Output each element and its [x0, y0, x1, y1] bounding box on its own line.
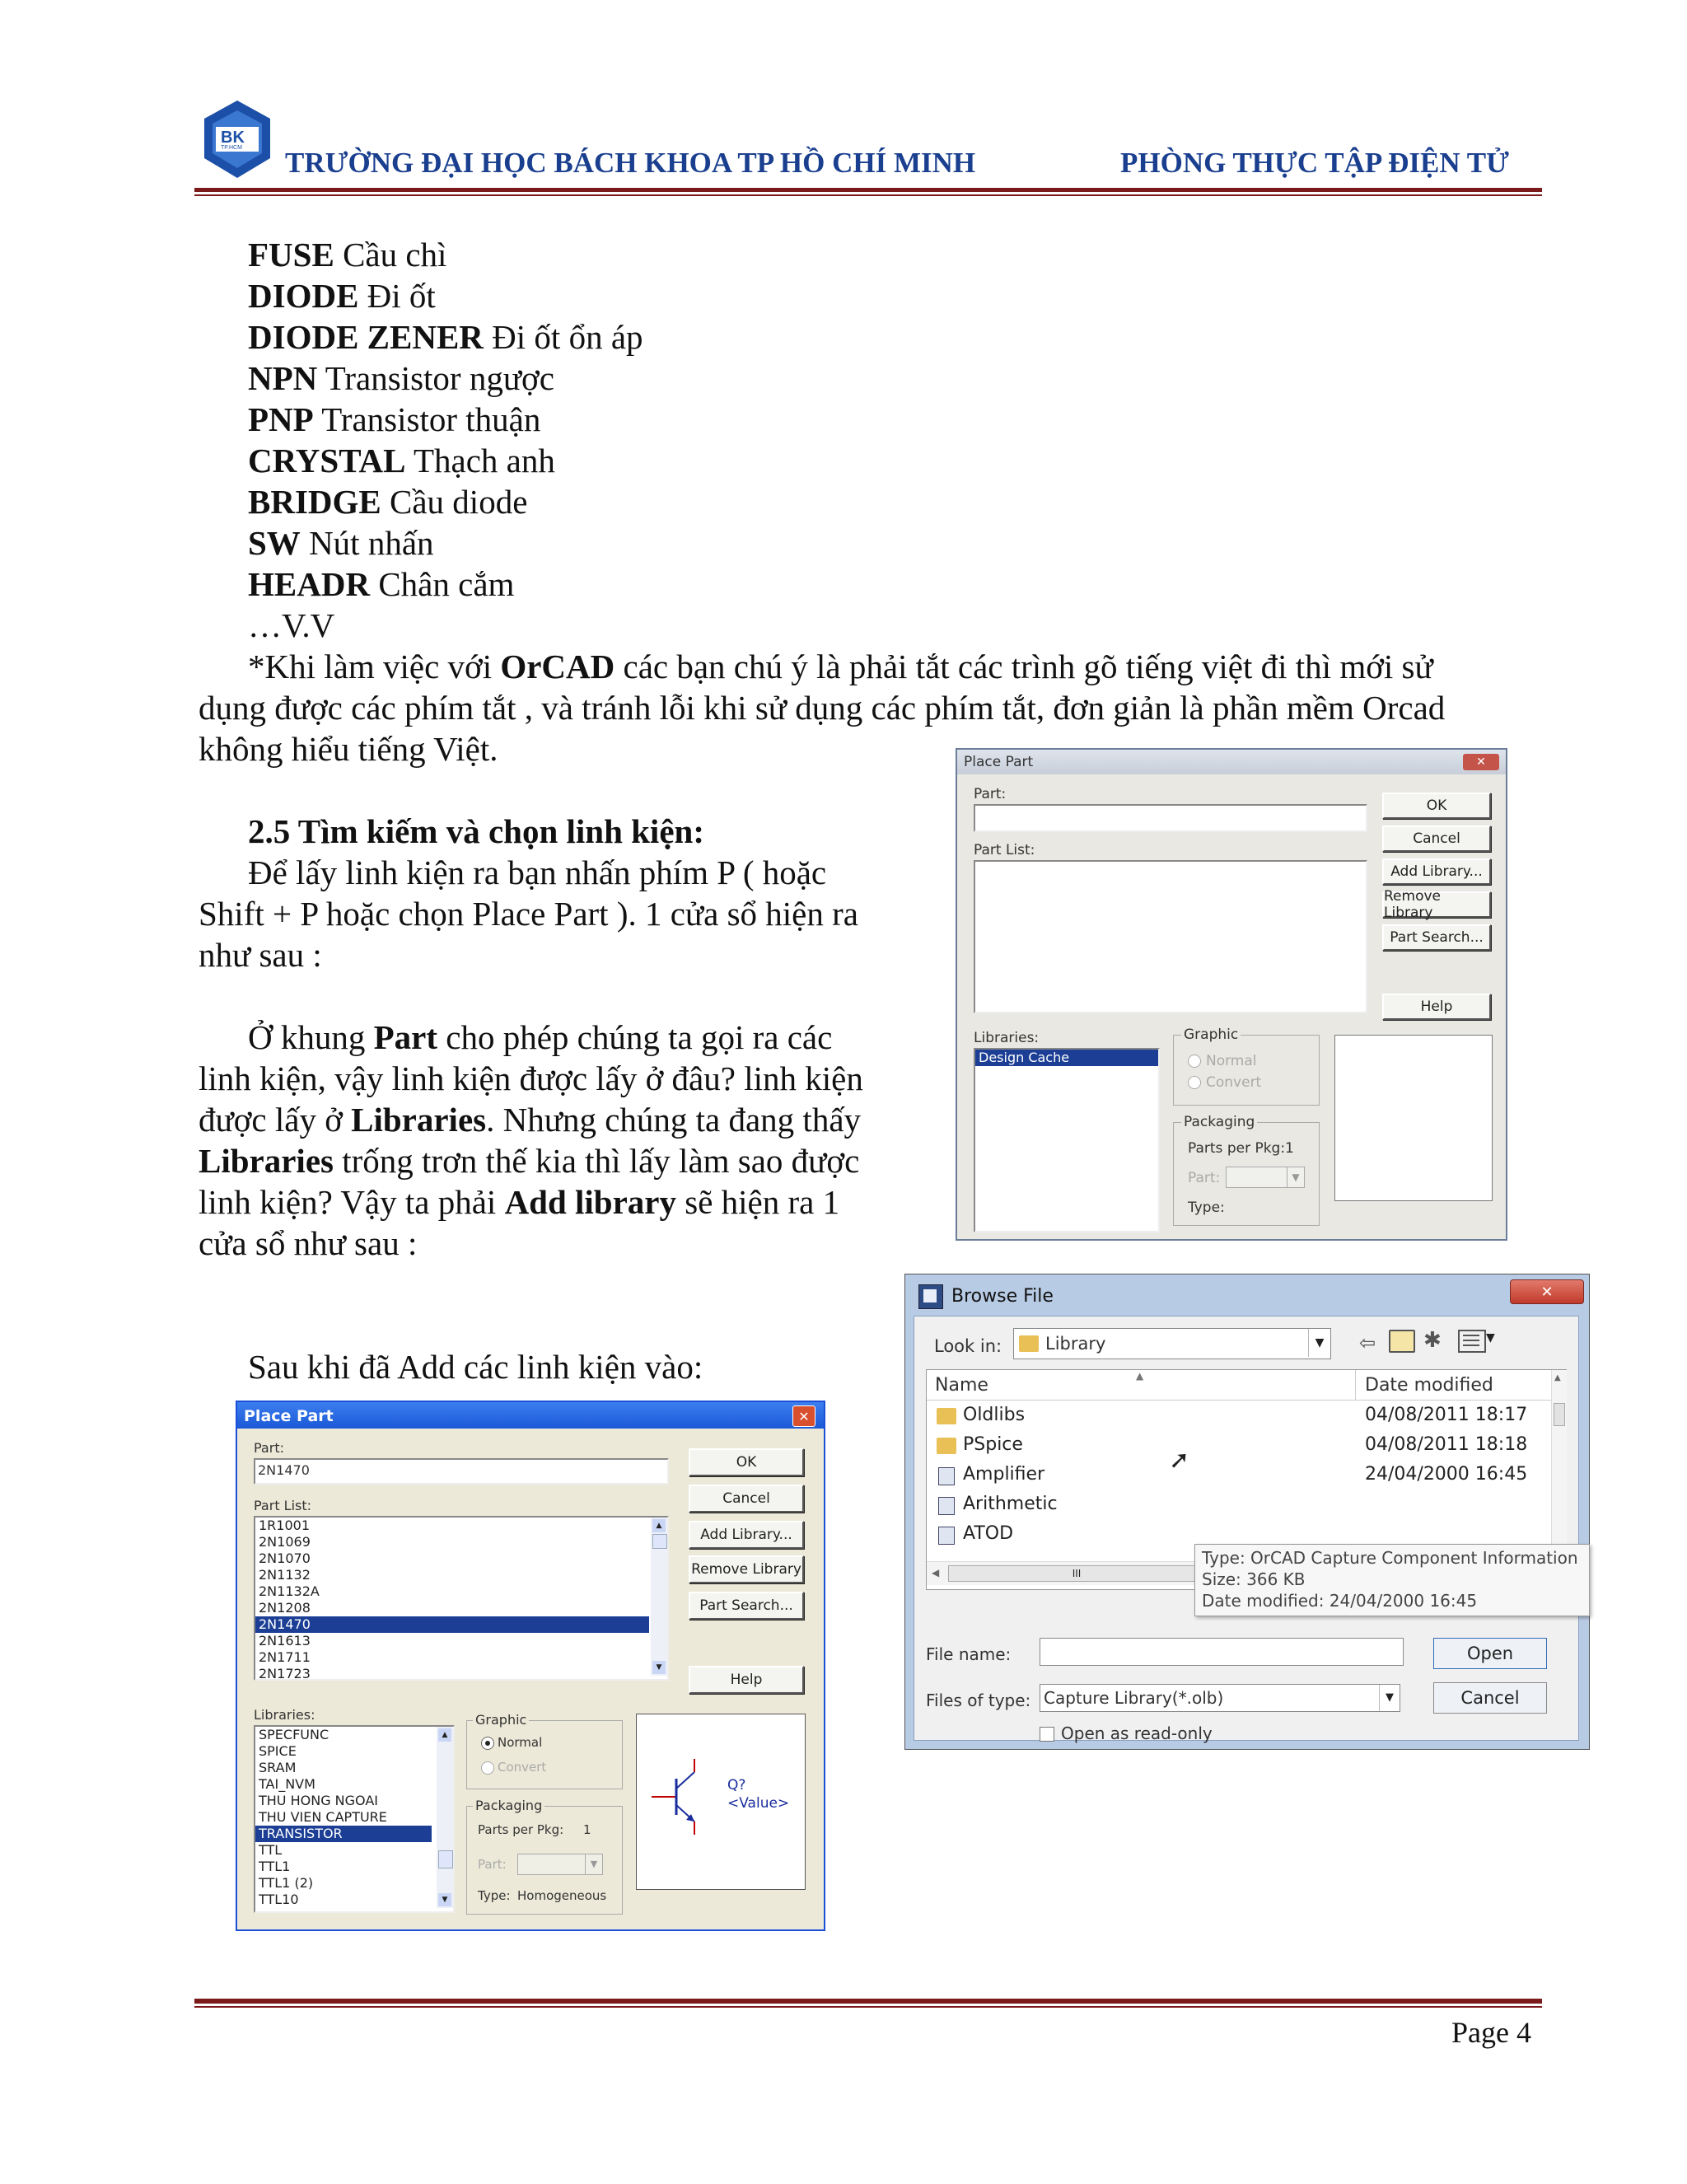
part-label: Part:	[254, 1440, 284, 1456]
part-select[interactable]	[517, 1854, 603, 1875]
convert-radio[interactable]	[1188, 1076, 1201, 1089]
list-item[interactable]: 2N1613	[259, 1633, 311, 1649]
etc-text: …V.V	[248, 606, 335, 644]
readonly-label: Open as read-only	[1061, 1723, 1213, 1743]
remove-library-button[interactable]: Remove Library	[689, 1555, 804, 1583]
libraries-list[interactable]	[254, 1725, 455, 1913]
file-date: 04/08/2011 18:17	[1365, 1405, 1528, 1425]
graphic-label: Graphic	[473, 1712, 529, 1728]
list-header	[927, 1370, 1551, 1401]
convert-label: Convert	[498, 1760, 547, 1775]
new-folder-icon[interactable]: ✱	[1423, 1328, 1442, 1353]
view-dropdown-icon[interactable]: ▼	[1486, 1331, 1495, 1345]
list-item[interactable]: 2N1069	[259, 1534, 311, 1550]
close-button[interactable]: ✕	[792, 1405, 815, 1427]
library-item-selected[interactable]: TRANSISTOR	[255, 1826, 432, 1842]
para-line-4: Libraries trống trơn thế kia thì lấy làm sao được	[199, 1142, 860, 1180]
look-in-value: Library	[1045, 1334, 1106, 1354]
part-list-label: Part List:	[254, 1498, 312, 1513]
library-item[interactable]: TTL1 (2)	[259, 1875, 314, 1891]
up-folder-icon[interactable]	[1389, 1330, 1415, 1353]
library-item[interactable]: THU VIEN CAPTURE	[259, 1809, 387, 1825]
file-name[interactable]: PSpice	[963, 1434, 1023, 1455]
part-input[interactable]	[254, 1458, 669, 1485]
add-library-button[interactable]: Add Library...	[689, 1521, 804, 1549]
list-item: NPN Transistor ngược	[248, 359, 554, 397]
column-date[interactable]: Date modified	[1365, 1375, 1493, 1396]
intro-line-3: như sau :	[199, 936, 322, 974]
cancel-button[interactable]: Cancel	[1382, 825, 1491, 852]
readonly-checkbox[interactable]	[1040, 1727, 1054, 1742]
file-date: 24/04/2000 16:45	[1365, 1464, 1528, 1485]
file-name[interactable]: Arithmetic	[963, 1494, 1058, 1514]
list-item-selected[interactable]: 2N1470	[255, 1616, 649, 1633]
library-item[interactable]: TTL10	[259, 1892, 299, 1907]
list-item: CRYSTAL Thạch anh	[248, 442, 555, 479]
part-select[interactable]	[1226, 1167, 1305, 1188]
type-label: Type:	[478, 1888, 511, 1903]
packaging-label: Packaging	[473, 1798, 544, 1813]
dropdown-arrow-icon[interactable]: ▼	[1379, 1685, 1400, 1711]
file-date: 04/08/2011 18:18	[1365, 1434, 1528, 1455]
cancel-button[interactable]: Cancel	[1433, 1682, 1547, 1714]
close-button[interactable]: ✕	[1463, 754, 1499, 770]
open-button[interactable]: Open	[1433, 1638, 1547, 1669]
graphic-label: Graphic	[1181, 1027, 1241, 1043]
library-item-selected[interactable]: Design Cache	[975, 1050, 1158, 1066]
back-icon[interactable]: ⇦	[1359, 1331, 1376, 1354]
convert-radio[interactable]	[481, 1761, 494, 1775]
part-list[interactable]	[974, 860, 1367, 1013]
list-item: DIODE Đi ốt	[248, 277, 436, 315]
part-input-value: 2N1470	[258, 1462, 310, 1478]
department-name: PHÒNG THỰC TẬP ĐIỆN TỬ	[1120, 147, 1509, 179]
files-of-type-label: Files of type:	[926, 1691, 1031, 1710]
header-rule	[194, 188, 1542, 192]
list-item: HEADR Chân cắm	[248, 565, 515, 603]
note-line-3: không hiểu tiếng Việt.	[199, 730, 498, 768]
title-bar	[237, 1402, 824, 1429]
university-logo	[196, 99, 278, 181]
file-name-input[interactable]	[1040, 1638, 1404, 1666]
part-list[interactable]	[254, 1516, 669, 1681]
scroll-up-icon[interactable]: ▲	[1554, 1373, 1561, 1382]
packaging-label: Packaging	[1181, 1114, 1257, 1130]
footer-rule	[194, 1999, 1542, 2004]
scroll-thumb[interactable]: III	[948, 1565, 1205, 1582]
library-item[interactable]: SRAM	[259, 1760, 297, 1775]
school-name: TRƯỜNG ĐẠI HỌC BÁCH KHOA TP HỒ CHÍ MINH	[285, 147, 976, 179]
file-name-label: File name:	[926, 1644, 1012, 1664]
graphic-group	[1173, 1035, 1320, 1106]
normal-radio[interactable]	[481, 1737, 494, 1750]
browse-file-dialog	[904, 1274, 1590, 1750]
graphic-group	[466, 1720, 623, 1789]
type-value: Homogeneous	[517, 1888, 607, 1903]
preview-value: <Value>	[727, 1795, 790, 1812]
dialog-title: Place Part	[244, 1407, 334, 1425]
files-of-type-select[interactable]	[1040, 1684, 1400, 1712]
tooltip-size: Size: 366 KB	[1202, 1569, 1306, 1589]
place-part-dialog-filled	[236, 1401, 825, 1931]
vertical-scrollbar[interactable]	[1551, 1370, 1567, 1561]
look-in-select[interactable]	[1013, 1328, 1331, 1359]
normal-label: Normal	[1206, 1053, 1257, 1069]
file-name[interactable]: ATOD	[963, 1523, 1014, 1544]
list-item[interactable]: 2N1723	[259, 1666, 311, 1681]
list-item[interactable]: 2N1070	[259, 1550, 311, 1566]
scroll-thumb[interactable]	[438, 1850, 453, 1868]
logo-text: BK	[221, 129, 245, 147]
para-line-1: Ở khung Part cho phép chúng ta gọi ra các	[248, 1018, 833, 1056]
library-item[interactable]: TAI_NVM	[259, 1776, 315, 1792]
file-tooltip	[1194, 1544, 1590, 1616]
sort-arrow-icon: ▲	[1136, 1370, 1144, 1382]
list-item[interactable]: 2N1711	[259, 1649, 311, 1665]
place-part-dialog-empty	[956, 748, 1507, 1241]
part-select-label: Part:	[478, 1857, 507, 1872]
file-name[interactable]: Amplifier	[963, 1464, 1045, 1485]
library-item[interactable]: SPICE	[259, 1743, 297, 1759]
ok-button[interactable]: OK	[689, 1448, 804, 1476]
preview-box	[1334, 1035, 1493, 1201]
dialog-title: Browse File	[951, 1286, 1054, 1307]
dialog-title: Place Part	[964, 754, 1034, 770]
list-item[interactable]: 2N1208	[259, 1600, 311, 1616]
parts-per-pkg-label: Parts per Pkg:	[1188, 1140, 1286, 1157]
library-file-icon	[938, 1497, 955, 1515]
dropdown-arrow-icon: ▼	[585, 1854, 602, 1874]
scroll-thumb[interactable]	[1554, 1403, 1565, 1426]
preview-box	[636, 1714, 806, 1890]
look-in-label: Look in:	[934, 1336, 1002, 1356]
list-item: BRIDGE Cầu diode	[248, 483, 528, 521]
scroll-up-icon[interactable]: ▲	[438, 1728, 451, 1742]
part-search-button[interactable]: Part Search...	[689, 1592, 804, 1620]
scroll-thumb[interactable]	[652, 1534, 667, 1549]
normal-radio[interactable]	[1188, 1055, 1201, 1068]
libraries-label: Libraries:	[254, 1707, 315, 1723]
part-list-label: Part List:	[974, 842, 1035, 858]
help-button[interactable]: Help	[1382, 994, 1491, 1020]
list-item: PNP Transistor thuận	[248, 400, 541, 438]
list-item: FUSE Cầu chì	[248, 236, 447, 274]
help-button[interactable]: Help	[689, 1666, 804, 1694]
scroll-up-icon[interactable]: ▲	[652, 1519, 666, 1532]
library-item[interactable]: TTL	[259, 1842, 283, 1858]
list-item[interactable]: 2N1132A	[259, 1583, 320, 1599]
libraries-label: Libraries:	[974, 1030, 1040, 1046]
header-rule-thin	[194, 194, 1542, 196]
add-library-button[interactable]: Add Library...	[1382, 858, 1491, 885]
note-line-1: *Khi làm việc với OrCAD các bạn chú ý là phải tắt các trình gõ tiếng việt đi thì mới sử	[248, 648, 1433, 685]
tooltip-type: Type: OrCAD Capture Component Information	[1202, 1548, 1578, 1568]
section-heading: 2.5 Tìm kiếm và chọn linh kiện:	[248, 812, 704, 850]
scroll-down-icon[interactable]: ▼	[438, 1893, 451, 1906]
para-line-6: cửa sổ như sau :	[199, 1224, 418, 1262]
ok-button[interactable]: OK	[1382, 793, 1491, 819]
library-file-icon	[938, 1527, 955, 1545]
preview-ref: Q?	[727, 1777, 746, 1793]
para-line-5: linh kiện? Vậy ta phải Add library sẽ hiện ra 1	[199, 1183, 840, 1221]
after-add-text: Sau khi đã Add các linh kiện vào:	[248, 1348, 703, 1386]
folder-icon	[1019, 1335, 1039, 1352]
page-number: Page 4	[1451, 2016, 1531, 2049]
view-menu-icon[interactable]	[1458, 1330, 1486, 1353]
part-search-button[interactable]: Part Search...	[1382, 924, 1491, 951]
part-select-label: Part:	[1188, 1170, 1221, 1186]
folder-icon	[937, 1438, 956, 1454]
part-label: Part:	[974, 786, 1007, 802]
file-name[interactable]: Oldlibs	[963, 1405, 1026, 1425]
scroll-left-icon[interactable]: ◀	[932, 1567, 940, 1578]
libraries-list[interactable]	[974, 1048, 1160, 1232]
dropdown-arrow-icon[interactable]: ▼	[1308, 1329, 1330, 1357]
part-list-scrollbar[interactable]	[651, 1518, 667, 1676]
tooltip-modified: Date modified: 24/04/2000 16:45	[1202, 1591, 1478, 1611]
type-label: Type:	[1188, 1200, 1225, 1216]
dropdown-arrow-icon: ▼	[1287, 1167, 1304, 1187]
parts-per-pkg-value: 1	[583, 1822, 591, 1837]
part-input[interactable]	[974, 804, 1367, 832]
list-item: SW Nút nhấn	[248, 524, 434, 562]
title-bar	[957, 750, 1506, 774]
library-item[interactable]: SPECFUNC	[259, 1727, 329, 1742]
normal-label: Normal	[498, 1735, 543, 1750]
app-icon	[918, 1284, 943, 1309]
close-button[interactable]: ✕	[1510, 1279, 1584, 1304]
logo-subtext: TP.HCM	[221, 145, 242, 151]
convert-label: Convert	[1206, 1074, 1262, 1091]
npn-transistor-icon	[643, 1756, 726, 1838]
parts-per-pkg-value: 1	[1285, 1140, 1294, 1157]
para-line-2: linh kiện, vậy linh kiện được lấy ở đâu? linh kiện	[199, 1059, 863, 1097]
remove-library-button[interactable]: Remove Library	[1382, 891, 1491, 918]
list-item[interactable]: 2N1132	[259, 1567, 311, 1583]
library-item[interactable]: TTL1	[259, 1859, 291, 1874]
note-line-2: dụng được các phím tắt , và tránh lỗi khi sử dụng các phím tắt, đơn giản là phần mềm Orcad	[199, 689, 1446, 727]
mouse-cursor-icon: ➚	[1169, 1446, 1190, 1475]
list-item: DIODE ZENER Đi ốt ổn áp	[248, 318, 643, 356]
scroll-down-icon[interactable]: ▼	[652, 1661, 666, 1674]
para-line-3: được lấy ở Libraries. Nhưng chúng ta đang thấy	[199, 1101, 862, 1139]
intro-line-2: Shift + P hoặc chọn Place Part ). 1 cửa sổ hiện ra	[199, 895, 858, 933]
footer-rule-thin	[194, 2006, 1542, 2008]
library-file-icon	[938, 1467, 955, 1485]
dialog-body	[914, 1316, 1579, 1741]
libraries-scrollbar[interactable]	[437, 1727, 453, 1908]
folder-icon	[937, 1408, 956, 1424]
parts-per-pkg-label: Parts per Pkg:	[478, 1822, 564, 1837]
intro-line-1: Để lấy linh kiện ra bạn nhấn phím P ( hoặc	[248, 853, 827, 891]
cancel-button[interactable]: Cancel	[689, 1485, 804, 1513]
column-name[interactable]: Name	[935, 1375, 988, 1396]
library-item[interactable]: THU HONG NGOAI	[259, 1793, 379, 1808]
list-item[interactable]: 1R1001	[259, 1518, 311, 1533]
files-of-type-value: Capture Library(*.olb)	[1044, 1688, 1224, 1708]
